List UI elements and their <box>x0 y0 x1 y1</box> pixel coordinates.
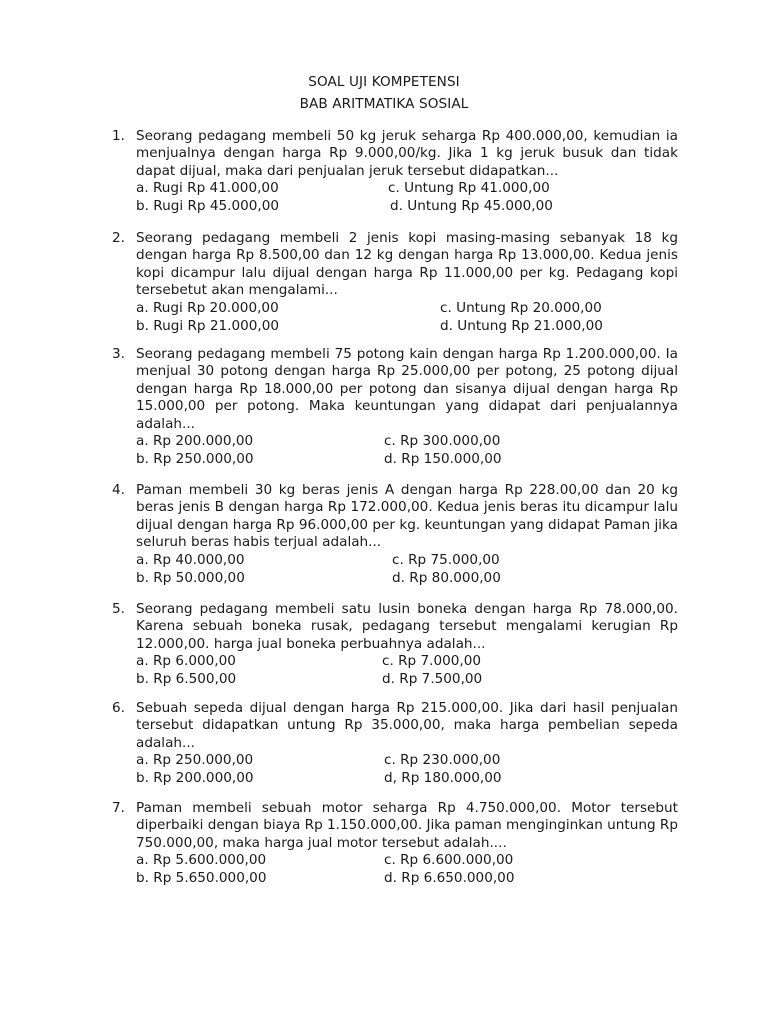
question-2 <box>112 230 678 335</box>
option-d: d. Rp 7.500,00 <box>382 671 483 688</box>
option-d: d. Rp 6.650.000,00 <box>384 870 515 887</box>
answer-options <box>136 653 678 688</box>
question-number: 1. <box>112 128 125 144</box>
option-a: a. Rp 5.600.000,00 <box>136 852 267 869</box>
option-c: c. Untung Rp 20.000,00 <box>440 299 602 316</box>
option-b: b. Rugi Rp 45.000,00 <box>136 198 280 215</box>
question-5 <box>112 601 678 688</box>
option-a: a. Rugi Rp 20.000,00 <box>136 299 279 316</box>
option-a: a. Rp 6.000,00 <box>136 653 236 670</box>
option-a: a. Rugi Rp 41.000,00 <box>136 180 279 197</box>
option-c: c. Rp 230.000,00 <box>384 752 501 769</box>
option-d: d. Untung Rp 21.000,00 <box>440 317 603 334</box>
document-title: SOAL UJI KOMPETENSI <box>308 74 460 90</box>
option-c: c. Rp 6.600.000,00 <box>384 852 514 869</box>
question-text: Paman membeli 30 kg beras jenis A dengan harga Rp 228.00,00 dan 20 kg beras jenis B dengan harga Rp 172.000,00. Kedua jenis beras itu dicampur lalu dijual dengan harga Rp 96.000,00 per kg. keuntungan yang didapat Paman jika seluruh beras habis terjual adalah... <box>136 482 678 551</box>
answer-options <box>136 852 678 887</box>
question-number: 2. <box>112 230 125 246</box>
question-4 <box>112 482 678 587</box>
option-b: b. Rugi Rp 21.000,00 <box>136 317 280 334</box>
option-c: c. Untung Rp 41.000,00 <box>388 180 550 197</box>
option-a: a. Rp 250.000,00 <box>136 752 254 769</box>
question-3 <box>112 346 678 468</box>
document-subtitle: BAB ARITMATIKA SOSIAL <box>299 96 469 112</box>
question-text: Seorang pedagang membeli 50 kg jeruk seharga Rp 400.000,00, kemudian ia menjualnya dengan harga Rp 9.000,00/kg. Jika 1 kg jeruk busuk dan tidak dapat dijual, maka dari penjualan jeruk tersebut didapatkan... <box>136 128 678 179</box>
option-d: d. Untung Rp 45.000,00 <box>390 198 553 215</box>
option-d: d. Rp 80.000,00 <box>392 569 501 586</box>
answer-options <box>136 180 678 215</box>
answer-options <box>136 433 678 468</box>
question-text: Seorang pedagang membeli 2 jenis kopi masing-masing sebanyak 18 kg dengan harga Rp 8.500,00 dan 12 kg dengan harga Rp 13.000,00. Kedua jenis kopi dicampur lalu dijual dengan harga Rp 11.000,00 per kg. Pedagang kopi tersebetut akan mengalami... <box>136 230 678 299</box>
option-d: d, Rp 180.000,00 <box>384 770 502 787</box>
option-c: c. Rp 7.000,00 <box>382 653 482 670</box>
answer-options <box>136 300 678 335</box>
option-b: b. Rp 250.000,00 <box>136 451 254 468</box>
question-number: 5. <box>112 601 125 617</box>
question-number: 3. <box>112 346 125 362</box>
option-b: b. Rp 200.000,00 <box>136 770 254 787</box>
option-c: c. Rp 75.000,00 <box>392 551 500 568</box>
question-number: 7. <box>112 800 125 816</box>
question-text: Seorang pedagang membeli satu lusin boneka dengan harga Rp 78.000,00. Karena sebuah boneka rusak, pedagang tersebut mengalami kerugian Rp 12.000,00. harga jual boneka perbuahnya adalah... <box>136 601 678 652</box>
question-1 <box>112 128 678 215</box>
question-7 <box>112 800 678 887</box>
question-number: 4. <box>112 482 125 498</box>
answer-options <box>136 552 678 587</box>
question-6 <box>112 700 678 787</box>
option-b: b. Rp 50.000,00 <box>136 569 245 586</box>
option-a: a. Rp 200.000,00 <box>136 433 254 450</box>
question-text: Seorang pedagang membeli 75 potong kain dengan harga Rp 1.200.000,00. Ia menjual 30 potong dengan harga Rp 25.000,00 per potong, 25 potong dijual dengan harga Rp 18.000,00 per potong dan sisanya dijual dengan harga Rp 15.000,00 per potong. Maka keuntungan yang didapat dari penjualannya adalah... <box>136 346 678 432</box>
answer-options <box>136 752 678 787</box>
option-c: c. Rp 300.000,00 <box>384 433 501 450</box>
question-text: Sebuah sepeda dijual dengan harga Rp 215.000,00. Jika dari hasil penjualan tersebut didapatkan untung Rp 35.000,00, maka harga pembelian sepeda adalah... <box>136 700 678 751</box>
option-b: b. Rp 6.500,00 <box>136 671 237 688</box>
option-b: b. Rp 5.650.000,00 <box>136 870 267 887</box>
option-d: d. Rp 150.000,00 <box>384 451 502 468</box>
question-text: Paman membeli sebuah motor seharga Rp 4.750.000,00. Motor tersebut diperbaiki dengan biaya Rp 1.150.000,00. Jika paman menginginkan untung Rp 750.000,00, maka harga jual motor tersebut adalah.... <box>136 800 678 851</box>
question-number: 6. <box>112 700 125 716</box>
option-a: a. Rp 40.000,00 <box>136 551 245 568</box>
